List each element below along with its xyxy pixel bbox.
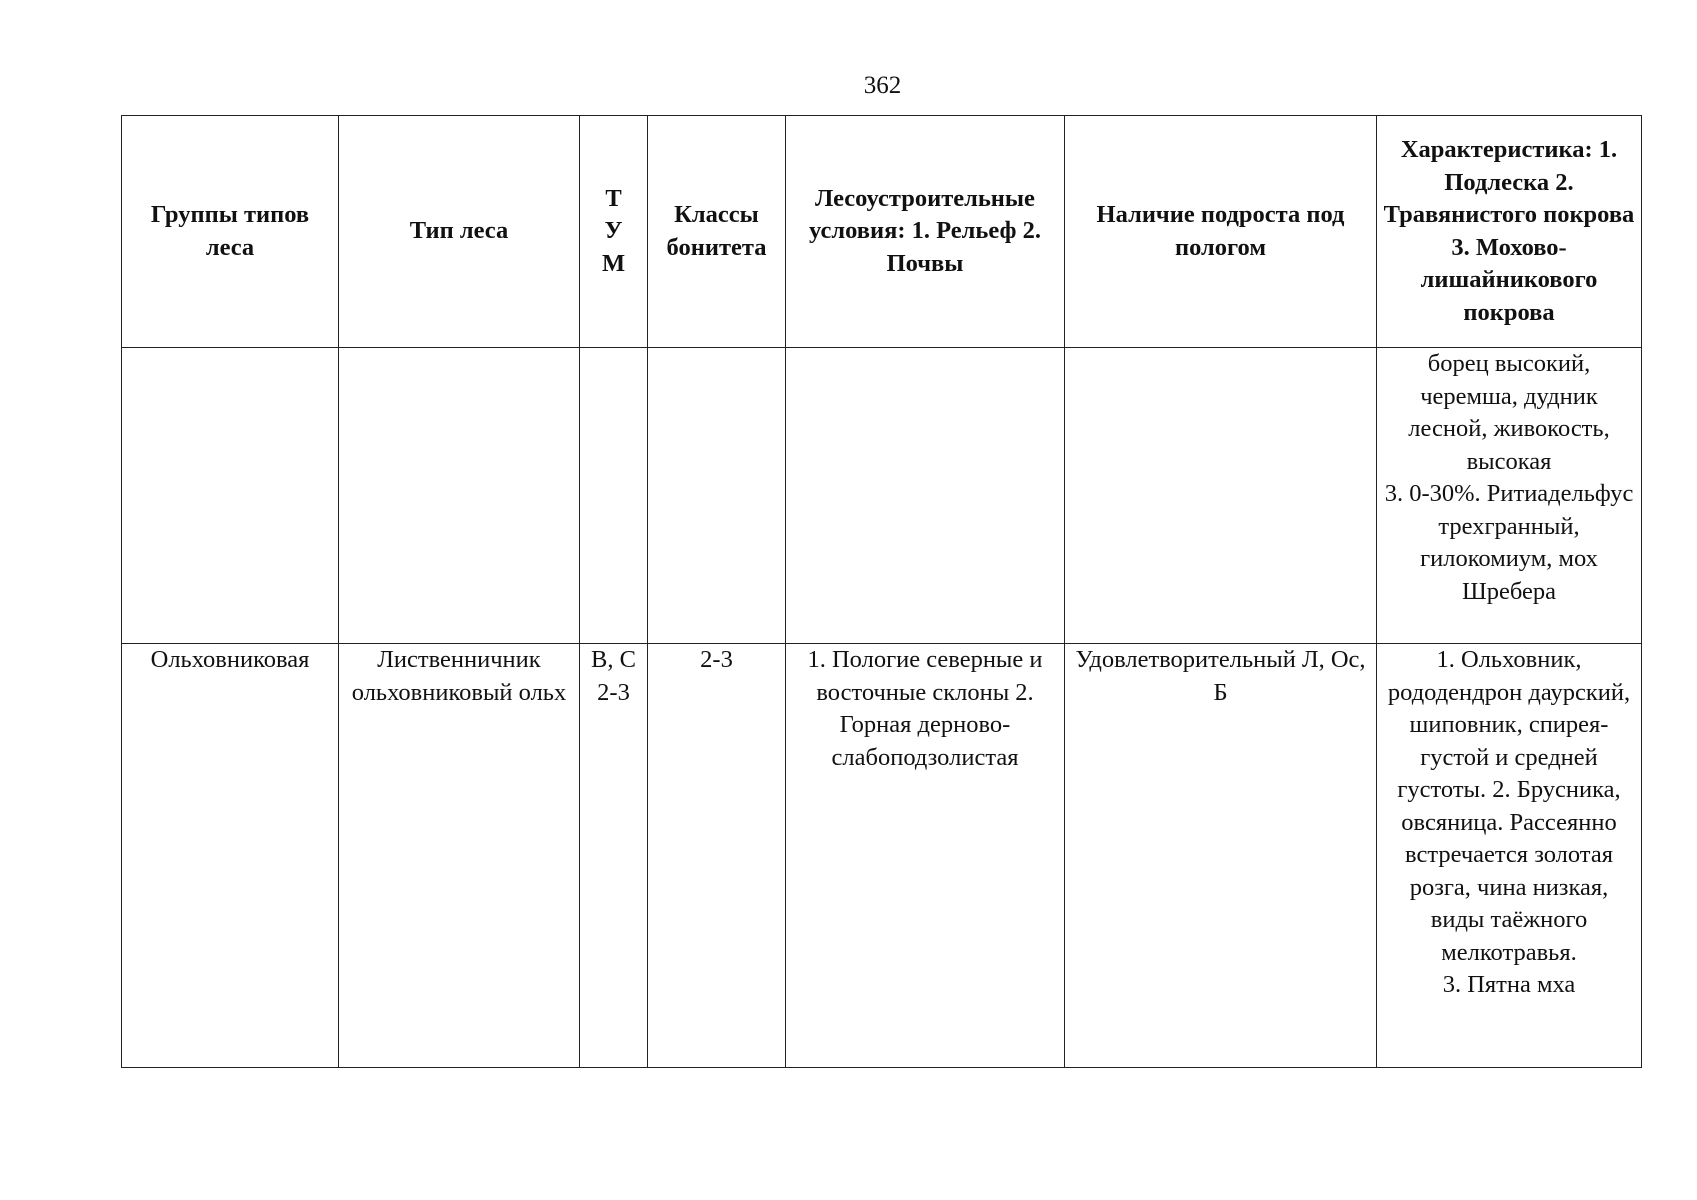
table-row xyxy=(122,644,1642,1068)
cell-bonitet xyxy=(648,348,786,644)
cell-characteristics: борец высокий, черемша, дудник лесной, живокость, высокая 3. 0-30%. Ритиадельфус трехгранный, гилокомиум, мох Шребера xyxy=(1377,348,1642,644)
header-characteristics: Характеристика: 1. Подлеска 2. Травянистого покрова 3. Мохово-лишайникового покрова xyxy=(1377,116,1642,348)
cell-bonitet: 2-3 xyxy=(648,644,786,1068)
cell-conditions: 1. Пологие северные и восточные склоны 2. Горная дерново-слабоподзолистая xyxy=(786,644,1065,1068)
cell-undergrowth xyxy=(1065,348,1377,644)
cell-group: Ольховниковая xyxy=(122,644,339,1068)
cell-tum xyxy=(580,348,648,644)
header-tum-u: У xyxy=(604,217,623,245)
forest-types-table xyxy=(121,115,1642,1068)
header-undergrowth: Наличие подроста под пологом xyxy=(1065,116,1377,348)
cell-tum: В, С 2-3 xyxy=(580,644,648,1068)
table-header-row xyxy=(122,116,1642,348)
header-tum-t: Т xyxy=(605,184,622,212)
header-forest-type-groups: Группы типов леса xyxy=(122,116,339,348)
header-forest-conditions: Лесоустроительные условия: 1. Рельеф 2. Почвы xyxy=(786,116,1065,348)
cell-forest-type: Лиственничник ольховниковый ольх xyxy=(339,644,580,1068)
page-number: 362 xyxy=(863,72,902,99)
cell-undergrowth: Удовлетворительный Л, Ос, Б xyxy=(1065,644,1377,1068)
table-row xyxy=(122,348,1642,644)
header-tum xyxy=(580,116,648,348)
cell-conditions xyxy=(786,348,1065,644)
header-tum-m: М xyxy=(601,249,626,277)
header-forest-type: Тип леса xyxy=(339,116,580,348)
cell-forest-type xyxy=(339,348,580,644)
cell-characteristics: 1. Ольховник, рододендрон даурский, шиповник, спирея- густой и средней густоты. 2. Брусника, овсяница. Рассеянно встречается золотая розга, чина низкая, виды таёжного мелкотравья. 3. Пятна мха xyxy=(1377,644,1642,1068)
cell-group xyxy=(122,348,339,644)
header-bonitet-classes: Классы бонитета xyxy=(648,116,786,348)
